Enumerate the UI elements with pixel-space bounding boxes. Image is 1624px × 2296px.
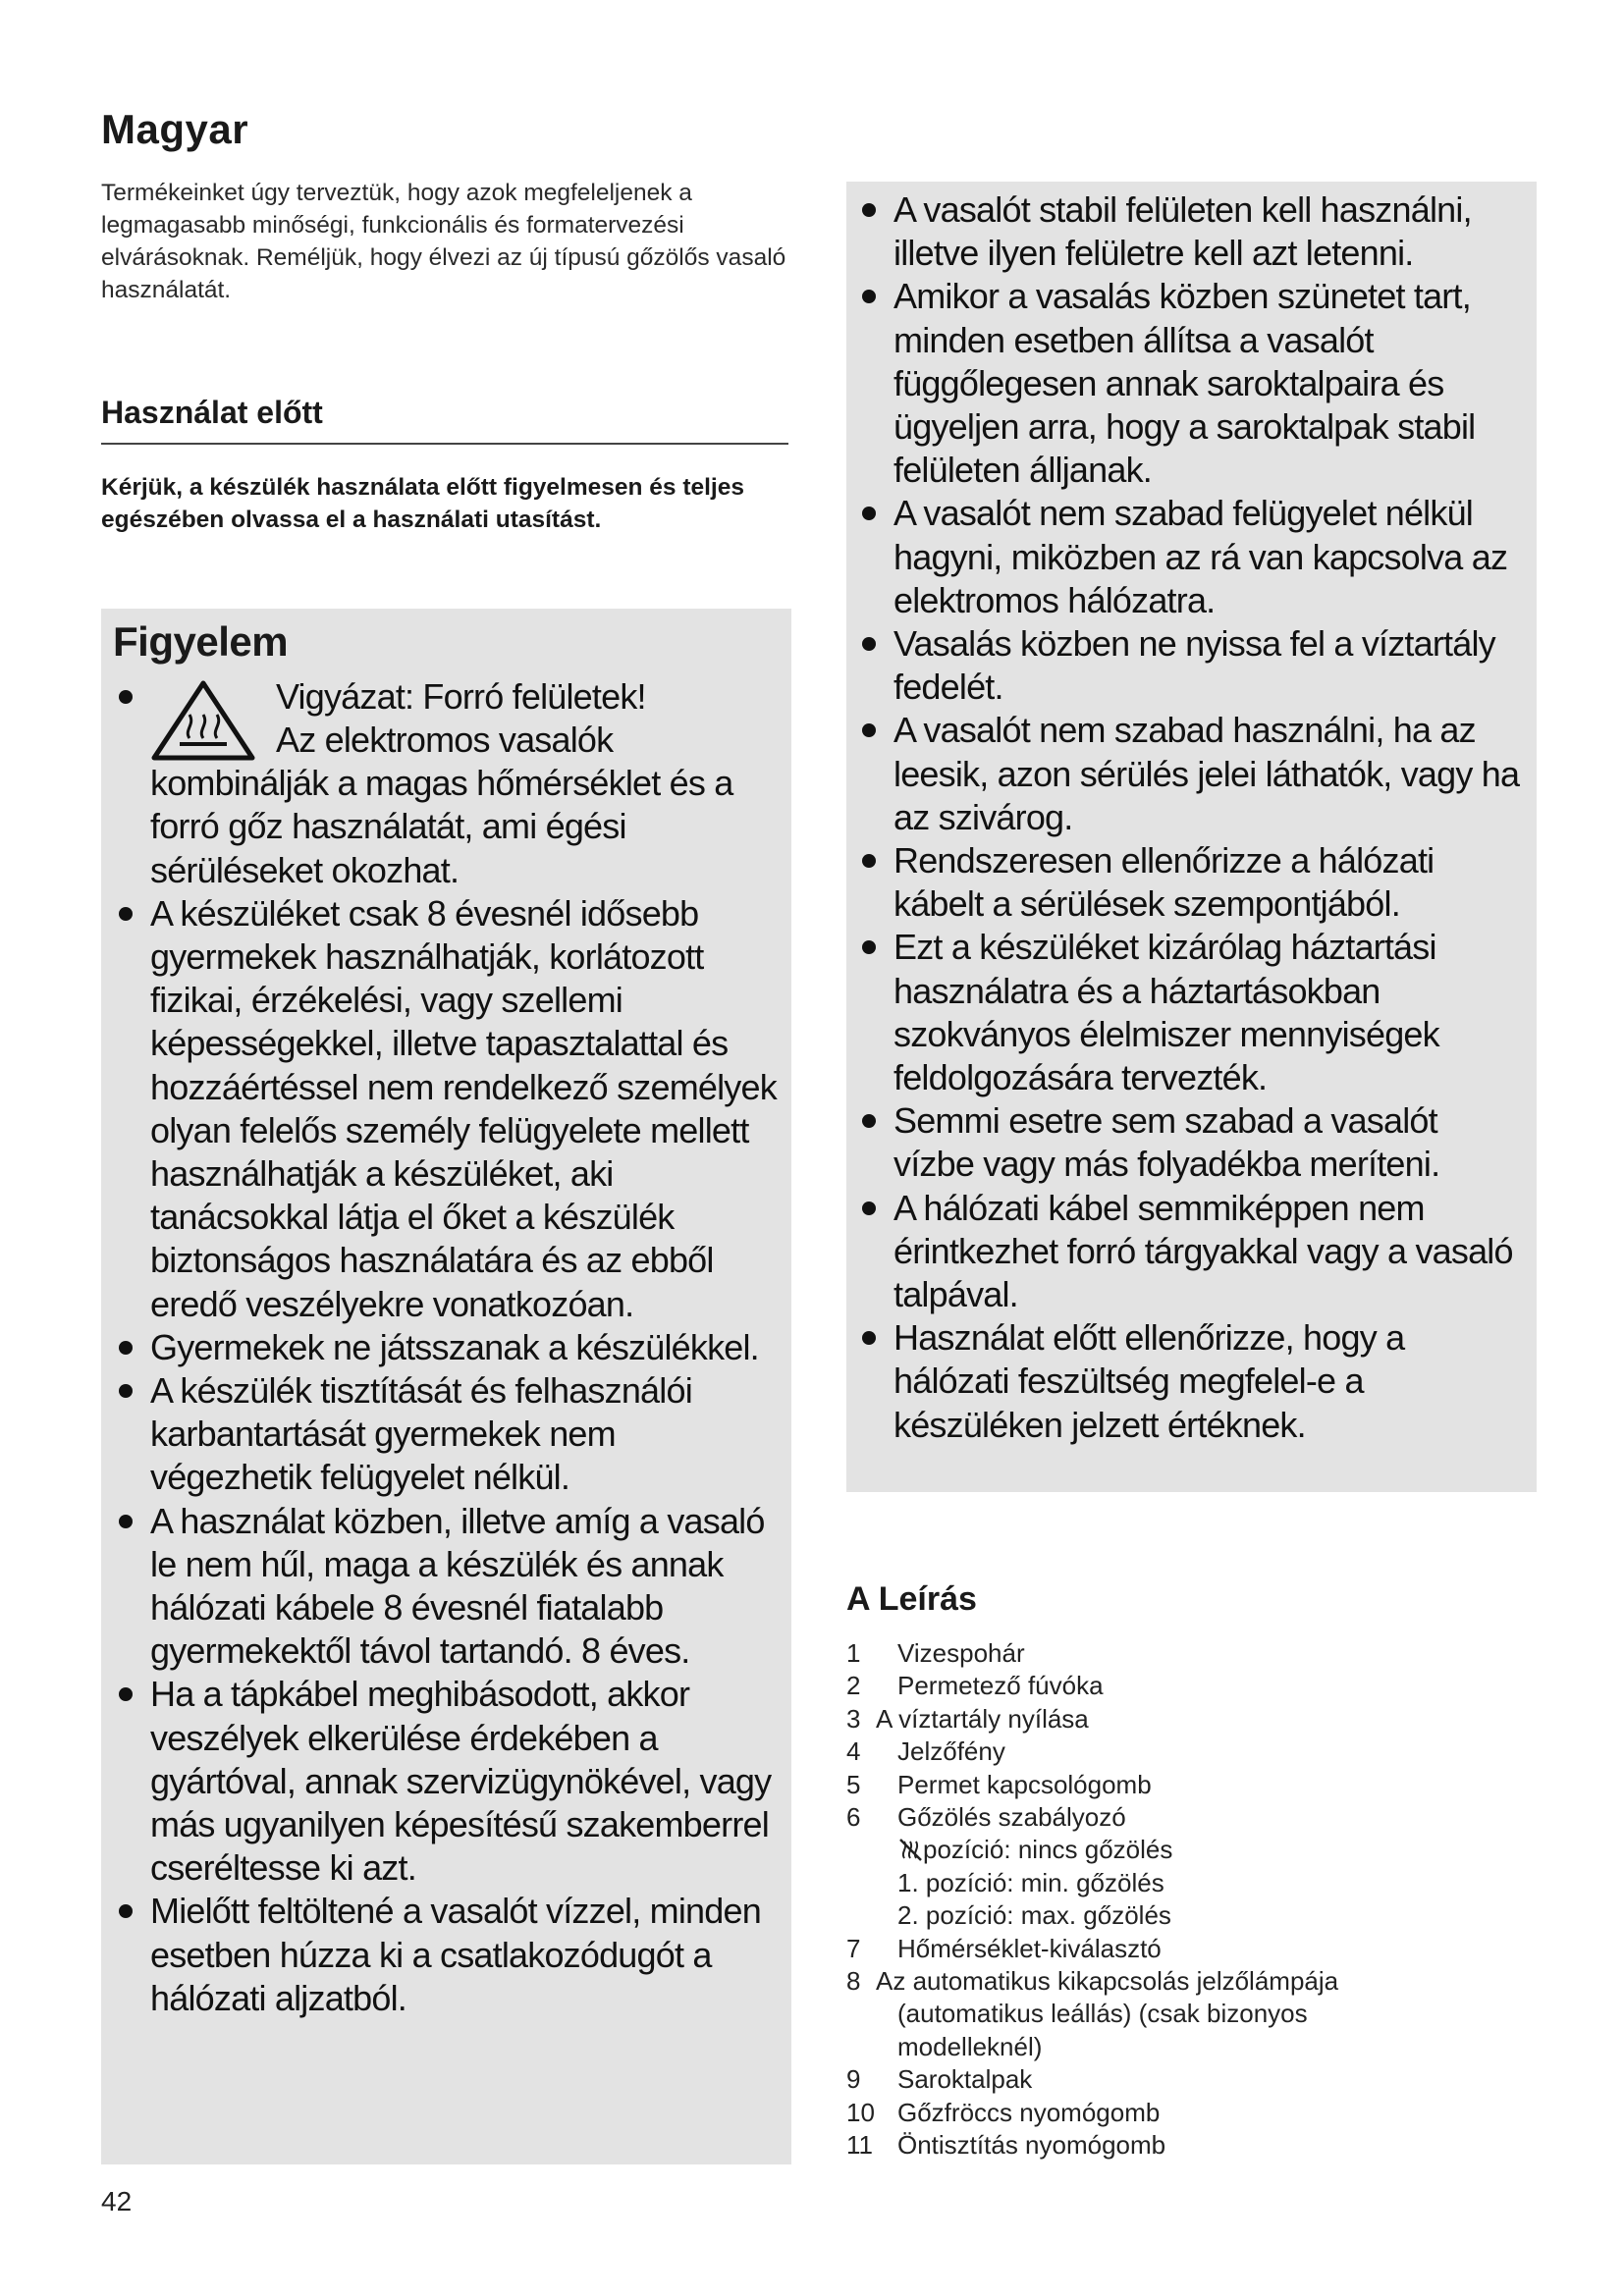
description-item: 5 Permet kapcsológomb — [846, 1769, 1152, 1799]
list-item: Ezt a készüléket kizárólag háztartási használatra és a háztartásokban szokványos élelmiszer mennyiségek feldolgozására tervezték. — [856, 926, 1523, 1099]
bullet-icon — [119, 690, 133, 704]
list-item: Semmi esetre sem szabad a vasalót vízbe vagy más folyadékba meríteni. — [856, 1099, 1523, 1186]
description-subitem: 1. pozíció: min. gőzölés — [897, 1867, 1164, 1897]
list-item: Mielőtt feltöltené a vasalót vízzel, minden esetben húzza ki a csatlakozódugót a hálózati aljzatból. — [113, 1890, 780, 2020]
list-item: A készüléket csak 8 évesnél idősebb gyermekek használhatják, korlátozott fizikai, érzékelési, vagy szellemi képességekkel, illetve tapasztalattal és hozzáértéssel nem rendelkező személyek olyan felelős személy felügyelete mellett használhatják a készüléket, aki tanácsokkal látja el őket a készülék biztonságos használatára és az ebből eredő veszélyekre vonatkozóan. — [113, 892, 780, 1326]
hot-surface-warning-icon — [150, 679, 256, 762]
description-subitem: (automatikus leállás) (csak bizonyos — [897, 1999, 1308, 2029]
list-item-hot-surface — [113, 675, 780, 892]
bullet-icon — [119, 907, 133, 921]
bullet-icon — [119, 1384, 133, 1398]
list-item: A vasalót stabil felületen kell használni, illetve ilyen felületre kell azt letenni. — [856, 188, 1523, 275]
section-title-before-use: Használat előtt — [101, 395, 788, 445]
bullet-icon — [119, 1904, 133, 1918]
bullet-icon — [862, 637, 876, 651]
bullet-icon — [119, 1515, 133, 1528]
no-steam-icon — [897, 1837, 923, 1862]
bullet-icon — [862, 854, 876, 868]
hot-surface-text: Az elektromos vasalók kombinálják a magas hőmérséklet és a forró gőz használatát, ami égési sérüléseket okozhat. — [150, 720, 733, 890]
safety-continued-box — [846, 182, 1537, 1492]
description-item: 4 Jelzőfény — [846, 1736, 1005, 1767]
warning-box — [101, 609, 791, 2164]
page-title: Magyar — [101, 106, 249, 152]
list-item: A hálózati kábel semmiképpen nem érintkezhet forró tárgyakkal vagy a vasaló talpával. — [856, 1187, 1523, 1317]
page-number: 42 — [101, 2186, 133, 2216]
list-item: Amikor a vasalás közben szünetet tart, minden esetben állítsa a vasalót függőlegesen annak saroktalpaira és ügyeljen arra, hogy a saroktalpak stabil felületen álljanak. — [856, 275, 1523, 492]
bullet-icon — [862, 1201, 876, 1215]
list-item: A vasalót nem szabad használni, ha az leesik, azon sérülés jelei láthatók, vagy ha az szivárog. — [856, 709, 1523, 839]
bullet-icon — [862, 290, 876, 303]
bullet-icon — [862, 1331, 876, 1345]
description-subitem: 2. pozíció: max. gőzölés — [897, 1900, 1171, 1931]
read-instructions-note: Kérjük, a készülék használata előtt figyelmesen és teljes egészében olvassa el a használati utasítást. — [101, 474, 744, 533]
list-item: A használat közben, illetve amíg a vasaló le nem hűl, maga a készülék és annak hálózati kábele 8 évesnél fiatalabb gyermekektől távol tartandó. 8 éves. — [113, 1500, 780, 1674]
hot-surface-label: Vigyázat: Forró felületek! — [276, 676, 646, 717]
description-item: 1 Vizespohár — [846, 1638, 1025, 1668]
bullet-icon — [119, 1341, 133, 1355]
list-item: A vasalót nem szabad felügyelet nélkül hagyni, miközben az rá van kapcsolva az elektromos hálózatra. — [856, 492, 1523, 622]
bullet-icon — [862, 203, 876, 217]
description-item: 9 Saroktalpak — [846, 2064, 1033, 2095]
bullet-icon — [862, 940, 876, 954]
description-subitem: modelleknél) — [897, 2031, 1043, 2061]
safety-list — [856, 188, 1523, 1447]
intro-paragraph: Termékeinket úgy terveztük, hogy azok megfeleljenek a legmagasabb minőségi, funkcionális és formatervezési elvárásoknak. Reméljük, hogy élvezi az új típusú gőzölős vasaló használatát. — [101, 180, 786, 303]
description-item: 3 A víztartály nyílása — [846, 1703, 1089, 1734]
list-item: Vasalás közben ne nyissa fel a víztartály fedelét. — [856, 622, 1523, 709]
description-item: 6 Gőzölés szabályozó — [846, 1802, 1126, 1833]
bullet-icon — [862, 1114, 876, 1128]
list-item: Gyermekek ne játsszanak a készülékkel. — [113, 1326, 780, 1369]
list-item: Használat előtt ellenőrizze, hogy a hálózati feszültség megfelel-e a készüléken jelzett értéknek. — [856, 1316, 1523, 1447]
description-subitem: pozíció: nincs gőzölés — [846, 1834, 1534, 1866]
list-item: A készülék tisztítását és felhasználói karbantartását gyermekek nem végezhetik felügyelet nélkül. — [113, 1369, 780, 1500]
bullet-icon — [862, 723, 876, 737]
description-item: 10 Gőzfröccs nyomógomb — [846, 2097, 1161, 2127]
description-item: 2 Permetező fúvóka — [846, 1671, 1104, 1701]
bullet-icon — [119, 1687, 133, 1701]
description-list — [846, 1637, 1534, 2163]
warning-title: Figyelem — [113, 618, 289, 665]
warning-list — [113, 675, 780, 2020]
list-item: Rendszeresen ellenőrizze a hálózati kábelt a sérülések szempontjából. — [856, 839, 1523, 926]
description-item: 7 Hőmérséklet-kiválasztó — [846, 1933, 1162, 1963]
description-item: 8 Az automatikus kikapcsolás jelzőlámpája — [846, 1966, 1339, 1997]
description-item: 11 Öntisztítás nyomógomb — [846, 2130, 1166, 2161]
description-title: A Leírás — [846, 1580, 977, 1618]
bullet-icon — [862, 507, 876, 520]
list-item: Ha a tápkábel meghibásodott, akkor veszélyek elkerülése érdekében a gyártóval, annak szervizügynökével, vagy más ugyanilyen képesítésű szakemberrel cseréltesse ki azt. — [113, 1673, 780, 1890]
